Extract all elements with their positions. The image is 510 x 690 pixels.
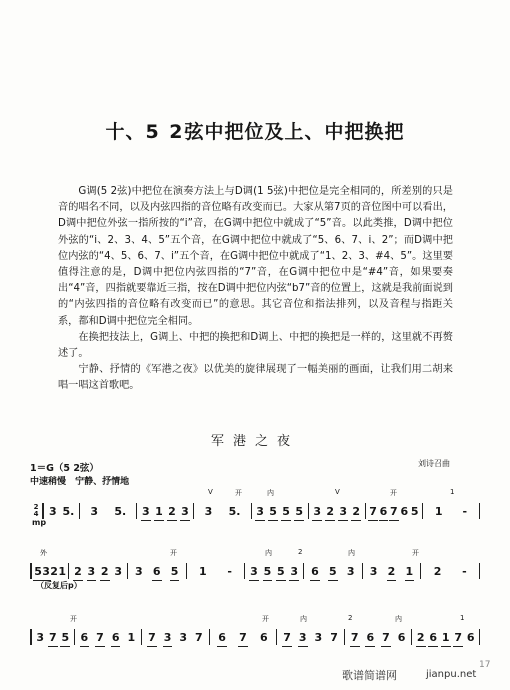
mark: 开 [170,549,177,557]
mark: 内 [300,615,307,623]
chapter-heading: 弦中把位及上、中把换把 [184,121,405,143]
song-title: 军港之夜 [210,434,299,449]
composer-credit: 刘诗召曲 [418,459,450,468]
row-1-markings [30,488,480,502]
mark: 2 [348,614,353,622]
repeat-dynamic-note: （反复后p） [36,581,82,590]
score-row-1 [30,488,480,528]
mark: 内 [265,549,272,557]
dynamic-marking: mp [32,518,47,527]
mark: 开 [412,549,419,557]
measure: 7 6 7 6 [345,629,413,645]
measure: 3 2 1 [363,563,422,579]
body-text [58,184,453,395]
measure: 3 5. [80,503,137,519]
measure: 1 - [423,503,480,519]
tempo-marking: 中速稍慢 [30,477,67,487]
mark: 1 [450,488,455,496]
mark: 开 [390,489,397,497]
watermark-site-name: 歌谱简谱网 [342,669,397,682]
paragraph-2: 在换把技法上，G调上、中把的换把和D调上、中把的换把是一样的，这里就不再赘述了。 [58,331,453,360]
row-1-notes [30,502,480,520]
mark: 开 [262,615,269,623]
measure: 2 6 1 7 6 [412,629,480,645]
chapter-title [0,117,510,144]
mark: 1 [460,614,465,622]
mark: 开 [70,615,77,623]
time-signature: 2 4 [33,503,39,518]
chapter-number: 十、 [105,121,146,143]
measure: 3 7 5 [30,629,75,645]
measure: 2 3 2 3 [69,563,128,579]
measure: 3 1 2 3 [137,503,194,519]
measure: 6 7 6 [210,629,278,645]
measure: 7 6 7 6 5 [366,503,423,519]
measure: 5 3 2 1 [30,563,69,579]
chapter-tuning: 5 2 [145,121,185,143]
measure: 3 6 5 [128,563,187,579]
mark: 内 [348,549,355,557]
mark: 开 [235,489,242,497]
mark: V [335,488,340,496]
measure: 6 5 3 [304,563,363,579]
measure: 7 3 3 7 [277,629,345,645]
mark: V [208,488,213,496]
measure: 3 5 5 5 [252,503,309,519]
watermark-url: jianpu.net [426,669,477,680]
row-2-markings [30,548,480,562]
score-row-2 [30,548,480,592]
measure: 7 3 3 7 [142,629,210,645]
page-number: 17 [479,660,491,670]
mark: 内 [395,615,402,623]
measure: 2 - [421,563,480,579]
mood-marking: 宁静、抒情地 [75,477,130,487]
measure: 3 5. [194,503,251,519]
row-3-notes [30,628,480,646]
paragraph-1: G调(5 2弦)中把位在演奏方法上与D调(1 5弦)中把位是完全相同的，所差别的只是音的唱名不同，以及内弦四指的音位略有改变而已。大家从第7页的音位图中可以看出，D调中把位外弦一指所按的“i”音，在G调中把位中就成了“5”音。以此类推，D调中把位外弦的“i、2、3、4、5”五个音，在G调中把位中就成了“5、6、7、i、2”；而D调中把位内弦的“4、5、6、7、i”五个音，在G调中把位中就成了“1、2、3、#4、5”。这里要值得注意的是，D调中把位内弦四指的“7”音，在G调中把位中是“#4”音，如果要奏出“4”音，四指就要靠近三指，按在D调中把位内弦“b7”音的位置上，这就是我前面说到的“内弦四指的音位略有改变而已”的意思。其它音位和指法排列，以及音程与指距关系，都和D调中把位完全相同。 [58,186,453,327]
measure: 3 5. [42,503,80,519]
key-signature: 1＝G（5 2弦） [30,463,99,474]
tempo-line [30,474,129,487]
mark: 2 [298,548,303,556]
row-3-markings [30,614,480,628]
paragraph-3: 宁静、抒情的《军港之夜》以优美的旋律展现了一幅美丽的画面，让我们用二胡来唱一唱这首歌吧。 [58,364,453,392]
mark: 外 [40,549,47,557]
measure: 6 7 6 1 [75,629,143,645]
mark: 内 [267,489,274,497]
score-row-3 [30,614,480,654]
measure: 3 5 5 3 [245,563,304,579]
measure: 3 2 3 2 [309,503,366,519]
measure: 1 - [187,563,246,579]
row-2-notes [30,562,480,580]
